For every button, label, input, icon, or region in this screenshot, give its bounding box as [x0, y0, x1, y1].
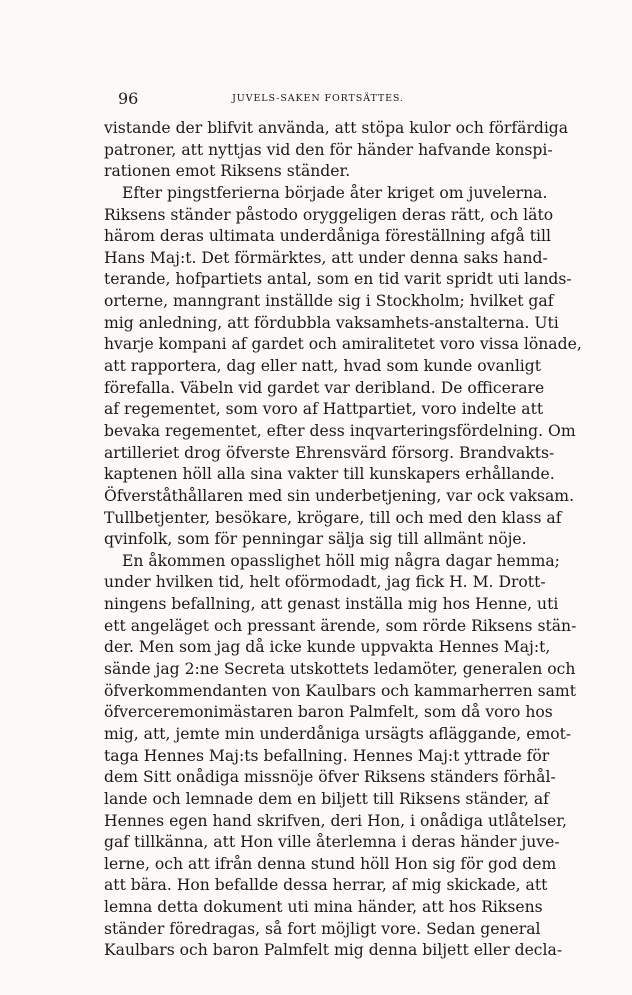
text-line: härom deras ultimata underdåniga föreställning afgå till: [104, 227, 551, 246]
text-line: under hvilken tid, helt oförmodadt, jag fick H. M. Drott-: [104, 573, 546, 592]
text-line: hvarje kompani af gardet och amiralitetet voro vissa lönade,: [104, 335, 582, 354]
text-line: ständer föredragas, så fort möjligt vore. Sedan general: [104, 919, 541, 938]
text-line: öfverkommendanten von Kaulbars och kammarherren samt: [104, 681, 576, 700]
text-line: mig, att, jemte min underdåniga ursägts afläggande, emot-: [104, 724, 572, 743]
text-line: mig anledning, att fördubbla vaksamhets-anstalterna. Uti: [104, 313, 559, 332]
text-line: Hans Maj:t. Det förmärktes, att under denna saks hand-: [104, 248, 548, 267]
text-line: dem Sitt onådiga missnöje öfver Riksens ständers förhål-: [104, 768, 556, 787]
page-header: [104, 89, 532, 111]
text-line: öfverceremonimästaren baron Palmfelt, som då voro hos: [104, 703, 553, 722]
text-line: En åkommen opasslighet höll mig några dagar hemma;: [122, 551, 560, 570]
text-line: lerne, och att ifrån denna stund höll Hon sig för god dem: [104, 854, 557, 873]
text-line: att rapportera, dag eller natt, hvad som kunde ovanligt: [104, 357, 542, 376]
text-line: kaptenen höll alla sina vakter till kunskapers erhållande.: [104, 465, 555, 484]
text-line: ningens befallning, att genast inställa mig hos Henne, uti: [104, 595, 559, 614]
text-line: ett angeläget och pressant ärende, som rörde Riksens stän-: [104, 616, 577, 635]
body-text: [104, 118, 582, 962]
text-line: Riksens ständer påstodo oryggeligen deras rätt, och läto: [104, 205, 554, 224]
text-line: patroner, att nyttjas vid den för händer hafvande konspi-: [104, 140, 553, 159]
text-line: förefalla. Väbeln vid gardet var deribland. De officerare: [104, 378, 545, 397]
text-line: rationen emot Riksens ständer.: [104, 162, 351, 181]
text-line: bevaka regementet, efter dess inqvarteringsfördelning. Om: [104, 421, 576, 440]
text-line: Kaulbars och baron Palmfelt mig denna biljett eller decla-: [104, 941, 563, 960]
text-line: Tullbetjenter, besökare, krögare, till och med den klass af: [104, 508, 562, 527]
text-line: der. Men som jag då icke kunde uppvakta Hennes Maj:t,: [104, 638, 551, 657]
text-line: af regementet, som voro af Hattpartiet, voro indelte att: [104, 400, 544, 419]
text-line: lande och lemnade dem en biljett till Riksens ständer, af: [104, 789, 549, 808]
text-line: terande, hofpartiets antal, som en tid varit spridt uti lands-: [104, 270, 572, 289]
text-line: vistande der blifvit använda, att stöpa kulor och förfärdiga: [104, 119, 569, 137]
text-line: gaf tillkänna, att Hon ville återlemna i deras händer juve-: [104, 833, 560, 852]
text-line: sände jag 2:ne Secreta utskottets ledamöter, generalen och: [104, 660, 576, 679]
text-line: artilleriet drog öfverste Ehrensvärd försorg. Brandvakts-: [104, 443, 555, 462]
text-line: att bära. Hon befallde dessa herrar, af mig skickade, att: [104, 876, 548, 895]
text-line: orterne, manngrant inställde sig i Stockholm; hvilket gaf: [104, 292, 554, 311]
page-number: 96: [118, 89, 139, 108]
text-line: Öfverståthållaren med sin underbetjening, var ock vaksam.: [104, 486, 575, 505]
running-head: JUVELS-SAKEN FORTSÄTTES.: [232, 93, 404, 104]
text-line: Hennes egen hand skrifven, deri Hon, i onådiga utlåtelser,: [104, 811, 567, 830]
text-line: Efter pingstferierna började åter kriget om juvelerna.: [122, 183, 548, 202]
text-line: qvinfolk, som för penningar sälja sig till allmänt nöje.: [104, 530, 527, 549]
text-line: taga Hennes Maj:ts befallning. Hennes Maj:t yttrade för: [104, 746, 550, 765]
text-line: lemna detta dokument uti mina händer, att hos Riksens: [104, 898, 543, 917]
